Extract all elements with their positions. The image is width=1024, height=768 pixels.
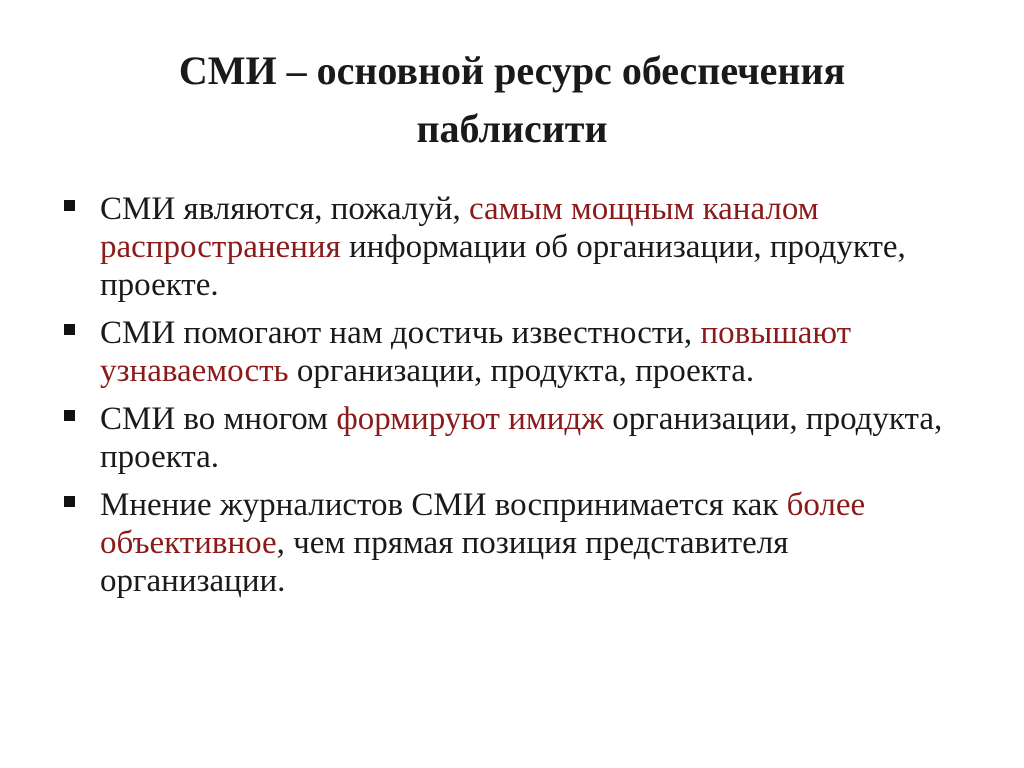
- highlighted-text: более объективное: [100, 487, 866, 561]
- highlighted-text: повышают узнаваемость: [100, 315, 852, 389]
- highlighted-text: формируют имидж: [336, 401, 604, 437]
- bullet-text: [100, 191, 906, 303]
- bullet-item: [62, 400, 962, 476]
- bullet-text: [100, 487, 865, 599]
- square-bullet-icon: [64, 324, 75, 335]
- bullet-list: [62, 190, 962, 610]
- bullet-text: [100, 315, 851, 389]
- text-segment: организации, продукта, проекта.: [288, 353, 755, 389]
- title-line-1: СМИ – основной ресурс обеспечения: [178, 48, 846, 93]
- slide-title: [60, 42, 964, 158]
- text-segment: организации, продукта, проекта.: [100, 401, 943, 475]
- square-bullet-icon: [64, 496, 75, 507]
- text-segment: СМИ во многом: [100, 401, 337, 437]
- square-bullet-icon: [64, 200, 75, 211]
- text-segment: СМИ являются, пожалуй,: [100, 191, 469, 227]
- text-segment: Мнение журналистов СМИ воспринимается как: [100, 487, 787, 523]
- text-segment: информации об организации, продукте, проекте.: [100, 229, 906, 303]
- square-bullet-icon: [64, 410, 75, 421]
- bullet-item: [62, 486, 962, 600]
- text-segment: , чем прямая позиция представителя организации.: [100, 525, 789, 599]
- bullet-item: [62, 190, 962, 304]
- highlighted-text: самым мощным каналом распространения: [100, 191, 819, 265]
- bullet-text: [100, 401, 942, 475]
- text-segment: СМИ помогают нам достичь известности,: [100, 315, 701, 351]
- bullet-item: [62, 314, 962, 390]
- title-line-2: паблисити: [416, 106, 608, 151]
